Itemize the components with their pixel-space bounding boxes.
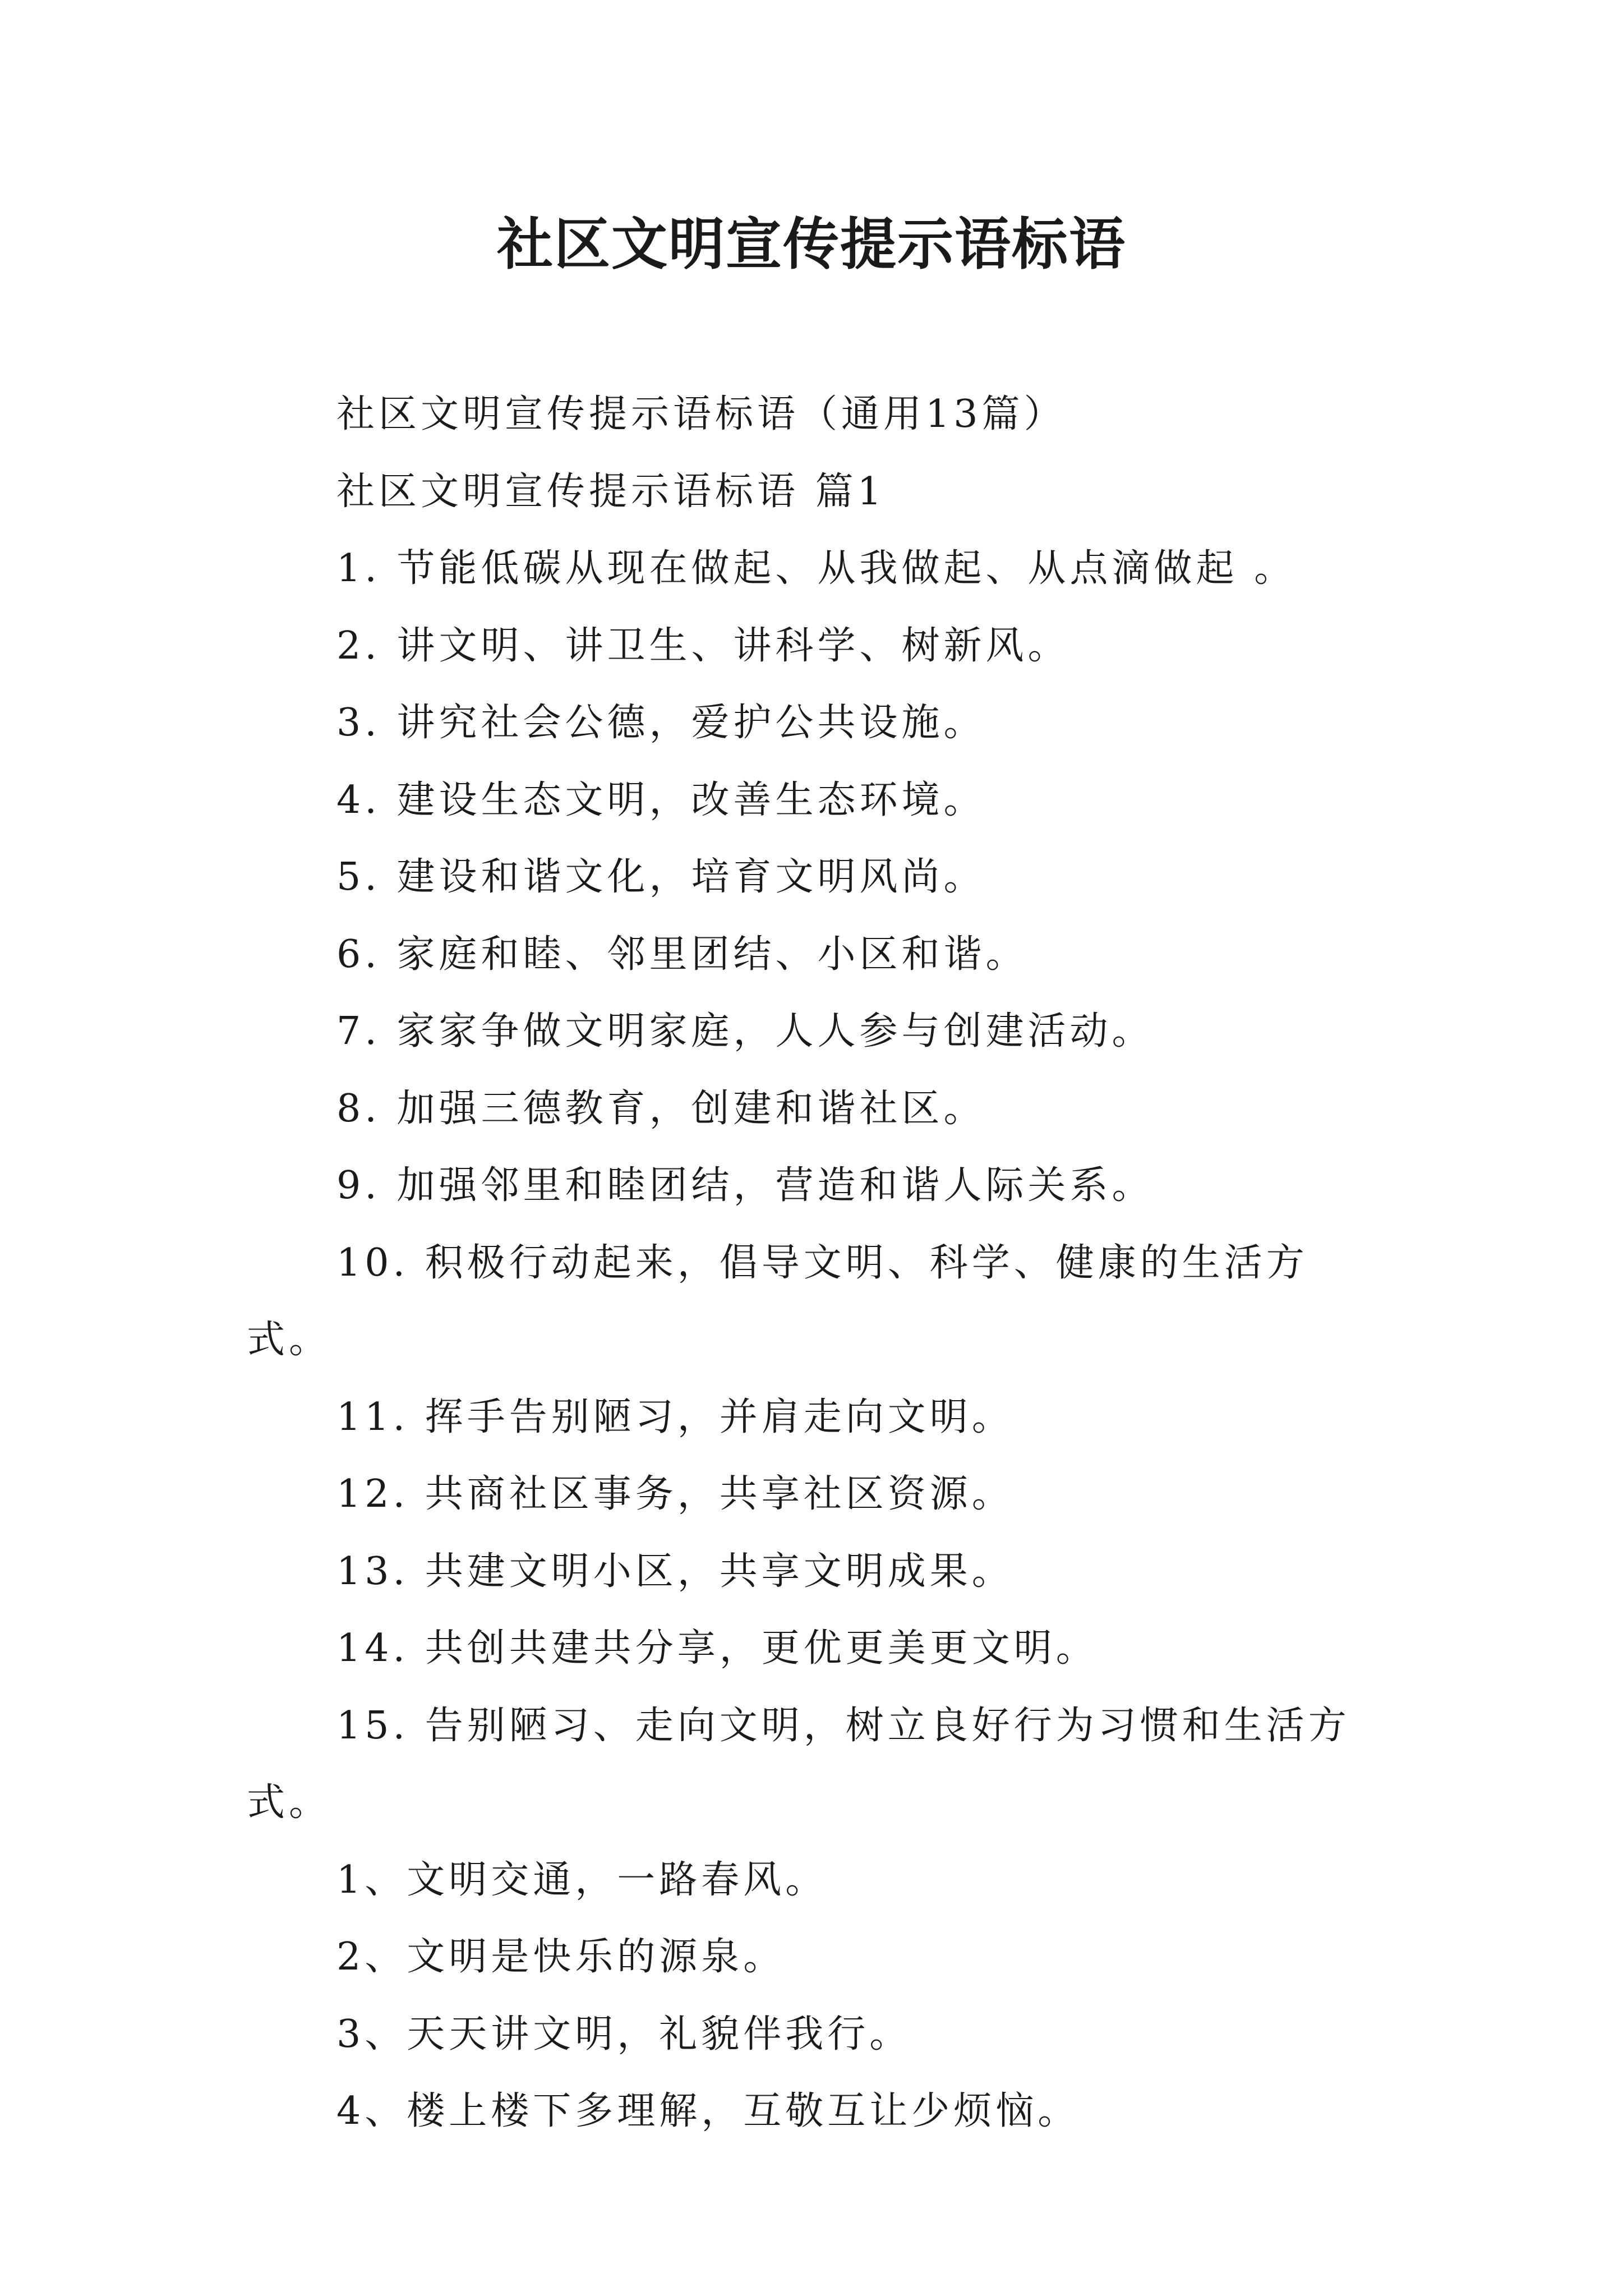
slogan-item: 5. 建设和谐文化，培育文明风尚。	[336, 855, 986, 899]
slogan-item: 1、文明交通，一路春风。	[336, 1857, 828, 1902]
slogan-item: 1. 节能低碳从现在做起、从我做起、从点滴做起 。	[336, 546, 1297, 591]
slogan-item: 6. 家庭和睦、邻里团结、小区和谐。	[336, 932, 1028, 977]
document-body	[247, 376, 1380, 2150]
slogan-item: 3、天天讲文明，礼貌伴我行。	[336, 2012, 912, 2056]
slogan-item: 12. 共商社区事务，共享社区资源。	[336, 1472, 1014, 1516]
slogan-item: 3. 讲究社会公德，爱护公共设施。	[336, 701, 986, 745]
slogan-item: 2、文明是快乐的源泉。	[336, 1935, 786, 1979]
slogan-item: 11. 挥手告别陋习，并肩走向文明。	[336, 1395, 1014, 1439]
slogan-item: 10. 积极行动起来，倡导文明、科学、健康的生活方式。	[247, 1240, 1308, 1362]
slogan-item: 2. 讲文明、讲卫生、讲科学、树新风。	[336, 623, 1070, 668]
paragraph-section-heading: 社区文明宣传提示语标语 篇1	[336, 469, 886, 514]
slogan-item: 7. 家家争做文明家庭，人人参与创建活动。	[336, 1009, 1154, 1053]
slogan-item: 13. 共建文明小区，共享文明成果。	[336, 1549, 1014, 1594]
slogan-item: 15. 告别陋习、走向文明，树立良好行为习惯和生活方式。	[247, 1703, 1350, 1825]
slogan-item: 4、楼上楼下多理解，互敬互让少烦恼。	[336, 2089, 1080, 2133]
slogan-item: 8. 加强三德教育，创建和谐社区。	[336, 1086, 986, 1131]
slogan-item: 4. 建设生态文明，改善生态环境。	[336, 777, 986, 822]
document-title: 社区文明宣传提示语标语	[497, 211, 1126, 277]
slogan-item: 14. 共创共建共分享，更优更美更文明。	[336, 1626, 1098, 1671]
paragraph-subtitle: 社区文明宣传提示语标语（通用13篇）	[336, 392, 1066, 436]
slogan-item: 9. 加强邻里和睦团结，营造和谐人际关系。	[336, 1163, 1154, 1208]
